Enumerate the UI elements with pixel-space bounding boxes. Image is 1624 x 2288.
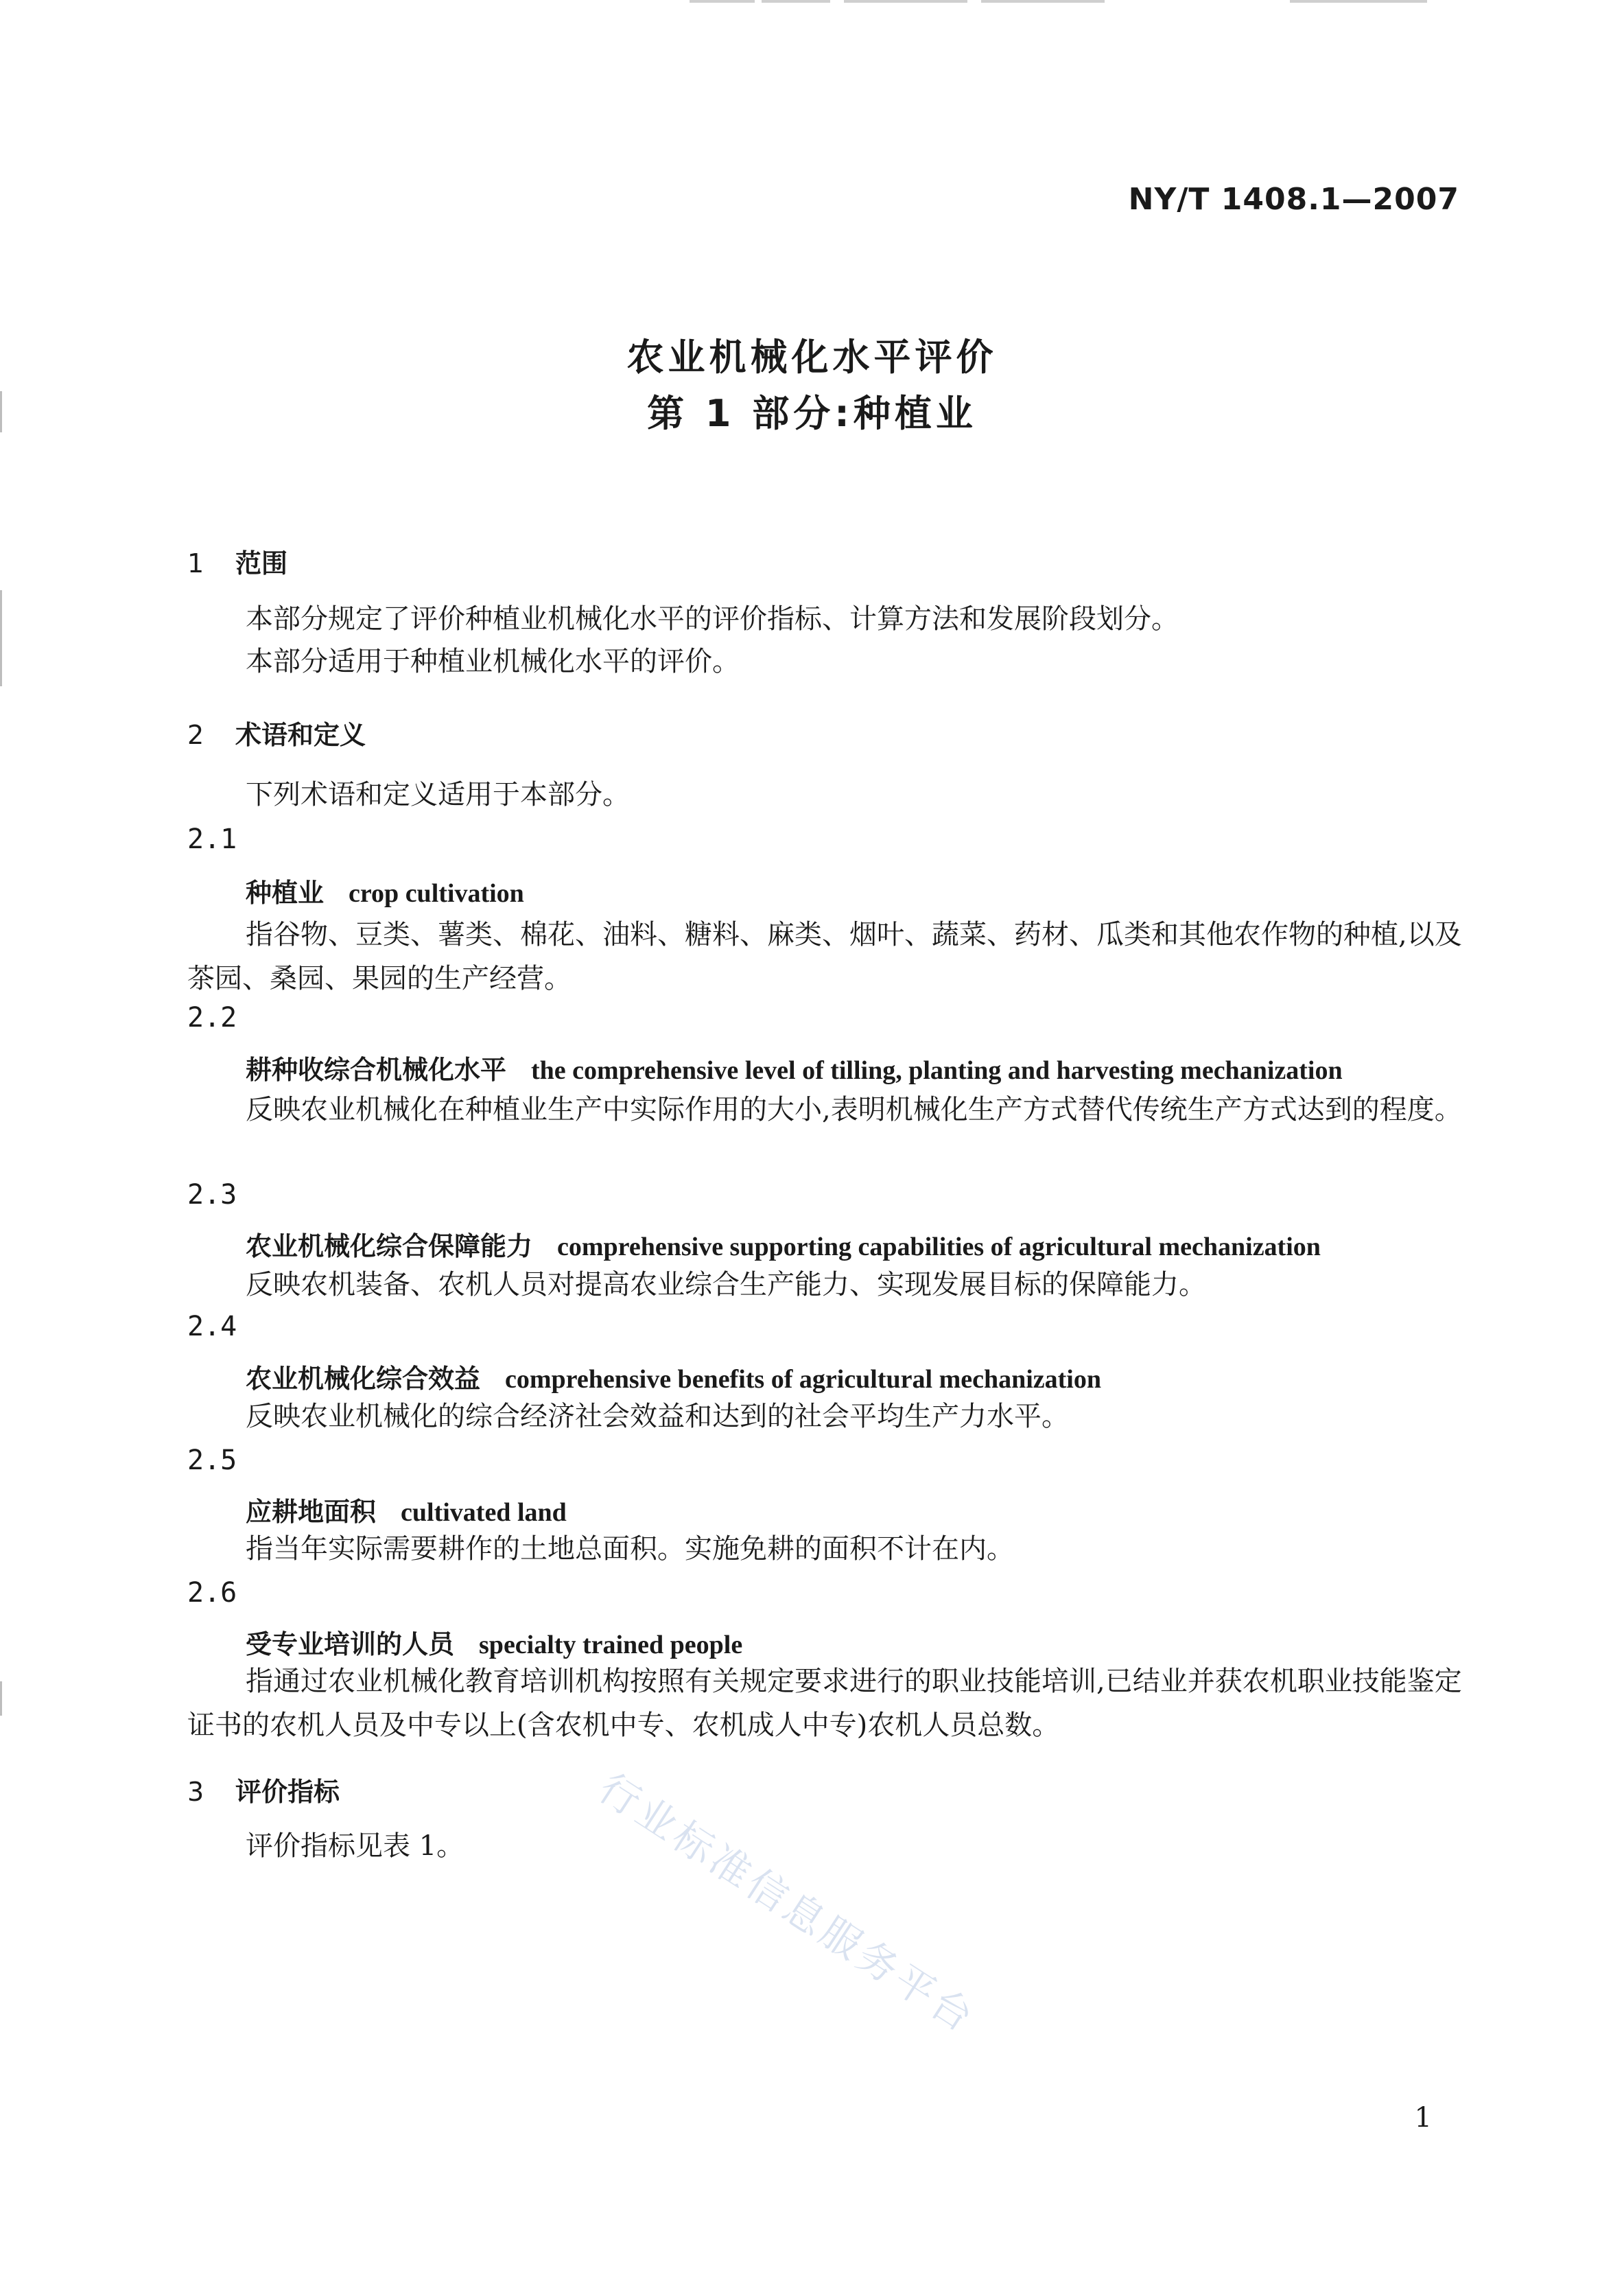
section-title: 范围 <box>235 548 288 579</box>
clause-number: 2.5 <box>187 1445 237 1476</box>
term-definition: 反映农业机械化在种植业生产中实际作用的大小,表明机械化生产方式替代传统生产方式达到的程度。 <box>246 1094 1462 1125</box>
section-2-heading <box>187 714 366 751</box>
term-cn: 应耕地面积 <box>246 1496 377 1527</box>
term-en: crop cultivation <box>349 879 524 908</box>
term-entry <box>246 872 524 909</box>
clause-number: 2.2 <box>187 1002 237 1034</box>
term-cn: 种植业 <box>246 877 325 908</box>
section-title: 术语和定义 <box>235 720 366 750</box>
term-en: comprehensive supporting capabilities of agricultural mechanization <box>557 1233 1321 1261</box>
term-definition: 指通过农业机械化教育培训机构按照有关规定要求进行的职业技能培训,已结业并获农机职业技能鉴定证书的农机人员及中专以上(含农机中专、农机成人中专)农机人员总数。 <box>187 1666 1462 1741</box>
term-definition: 反映农业机械化的综合经济社会效益和达到的社会平均生产力水平。 <box>246 1401 1069 1432</box>
clause-number: 2.3 <box>187 1179 237 1211</box>
term-definition: 指当年实际需要耕作的土地总面积。实施免耕的面积不计在内。 <box>246 1533 1014 1565</box>
page-subtitle: 第 1 部分:种植业 <box>647 392 977 435</box>
top-rule-artifact <box>690 0 755 3</box>
clause-number: 2.6 <box>187 1577 237 1609</box>
clause-number: 2.1 <box>187 824 237 855</box>
top-rule-artifact <box>1290 0 1427 3</box>
term-entry <box>246 1357 1101 1395</box>
term-entry <box>246 1225 1321 1263</box>
term-cn: 农业机械化综合保障能力 <box>246 1230 533 1261</box>
term-en: the comprehensive level of tilling, planting and harvesting mechanization <box>531 1056 1343 1085</box>
top-rule-artifact <box>762 0 830 3</box>
term-cn: 农业机械化综合效益 <box>246 1363 481 1394</box>
section-3-heading <box>187 1771 340 1808</box>
paragraph: 下列术语和定义适用于本部分。 <box>246 779 630 810</box>
term-entry <box>246 1623 742 1661</box>
top-rule-artifact <box>981 0 1105 3</box>
section-title: 评价指标 <box>235 1777 340 1807</box>
top-rule-artifact <box>844 0 967 3</box>
edge-mark <box>0 590 2 686</box>
term-en: specialty trained people <box>479 1631 743 1659</box>
term-en: comprehensive benefits of agricultural mechanization <box>505 1365 1101 1394</box>
term-definition: 指谷物、豆类、薯类、棉花、油料、糖料、麻类、烟叶、蔬菜、药材、瓜类和其他农作物的种植,以及茶园、桑园、果园的生产经营。 <box>187 919 1462 994</box>
term-entry <box>246 1491 567 1528</box>
term-cn: 受专业培训的人员 <box>246 1629 455 1659</box>
section-number: 1 <box>187 548 204 579</box>
term-en: cultivated land <box>401 1498 567 1527</box>
term-definition: 反映农机装备、农机人员对提高农业综合生产能力、实现发展目标的保障能力。 <box>246 1269 1206 1300</box>
section-number: 3 <box>187 1777 204 1807</box>
page-title: 农业机械化水平评价 <box>626 336 998 379</box>
section-1-heading <box>187 542 287 580</box>
edge-mark <box>0 1681 2 1716</box>
term-entry <box>246 1049 1343 1086</box>
standard-code: NY/T 1408.1—2007 <box>1128 182 1459 217</box>
paragraph: 评价指标见表 1。 <box>246 1830 464 1862</box>
page-number: 1 <box>1414 2102 1432 2134</box>
section-number: 2 <box>187 720 204 750</box>
watermark: 行业标准信息服务平台 <box>590 1764 985 2043</box>
clause-number: 2.4 <box>187 1311 237 1342</box>
term-cn: 耕种收综合机械化水平 <box>246 1054 507 1085</box>
paragraph: 本部分规定了评价种植业机械化水平的评价指标、计算方法和发展阶段划分。 <box>246 603 1179 635</box>
paragraph: 本部分适用于种植业机械化水平的评价。 <box>246 646 740 677</box>
